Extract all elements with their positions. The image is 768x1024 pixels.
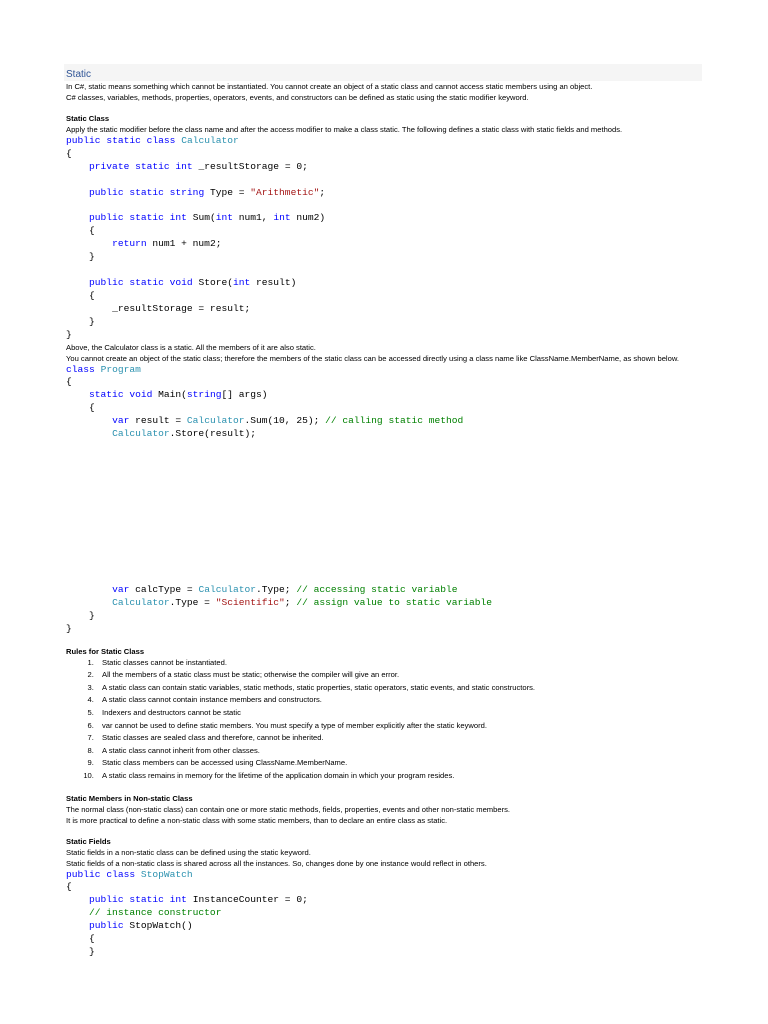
list-item: 8. A static class cannot inherit from other classes.: [96, 745, 702, 758]
blank-gap: [66, 441, 702, 584]
rules-heading: Rules for Static Class: [66, 646, 145, 656]
intro-line-2: C# classes, variables, methods, properties, operators, events, and constructors can be defined as static using the static modifier keyword.: [66, 93, 529, 102]
static-class-after-1: Above, the Calculator class is a static. All the members of it are also static.: [66, 342, 316, 352]
list-item: 1. Static classes cannot be instantiated.: [96, 657, 702, 670]
program-code-block: class Program { static void Main(string[] args) { var result = Calculator.Sum(10, 25); // calling static method Calculator.Store(result);: [66, 363, 464, 440]
calculator-code-block: public static class Calculator { private static int _resultStorage = 0; public static string Type = "Arithmetic"; public static int Sum(int num1, int num2) { return num1 + num2; } public static void Store(int result) { _resultStorage = result; } }: [66, 135, 326, 340]
list-item: 5. Indexers and destructors cannot be static: [96, 707, 702, 720]
static-members-heading: Static Members in Non-static Class: [66, 793, 193, 803]
static-fields-line-2: Static fields of a non-static class is shared across all the instances. So, changes done by one instance would reflect in others.: [66, 858, 487, 868]
static-class-desc: Apply the static modifier before the class name and after the access modifier to make a class static. The following defines a static class with static fields and methods.: [66, 125, 623, 134]
rules-list: [66, 657, 702, 783]
static-fields-heading: Static Fields: [66, 836, 111, 846]
list-item: 6. var cannot be used to define static members. You must specify a type of member explicitly after the static keyword.: [96, 720, 702, 733]
stopwatch-code-block: public class StopWatch { public static int InstanceCounter = 0; // instance constructor public StopWatch() { }: [66, 868, 308, 957]
list-item: 2. All the members of a static class must be static; otherwise the compiler will give an error.: [96, 669, 702, 682]
static-class-after-2: You cannot create an object of the static class; therefore the members of the static class can be accessed directly using a class name like ClassName.MemberName, as shown below.: [66, 353, 680, 363]
static-fields-line-1: Static fields in a non-static class can be defined using the static keyword.: [66, 847, 311, 857]
list-item: 3. A static class can contain static variables, static methods, static properties, static operators, static events, and static constructors.: [96, 682, 702, 695]
document-page: [66, 64, 702, 959]
page-title: Static: [66, 69, 92, 80]
intro-line-1: In C#, static means something which cannot be instantiated. You cannot create an object of a static class and cannot access static members using an object.: [66, 82, 593, 91]
list-item: 4. A static class cannot contain instance members and constructors.: [96, 694, 702, 707]
static-class-heading: Static Class: [66, 114, 110, 123]
list-item: 9. Static class members can be accessed using ClassName.MemberName.: [96, 757, 702, 770]
static-members-line-2: It is more practical to define a non-static class with some static members, than to declare an entire class as static.: [66, 815, 448, 825]
list-item: 10. A static class remains in memory for the lifetime of the application domain in which your program resides.: [96, 770, 702, 783]
title-bar: [64, 64, 702, 81]
list-item: 7. Static classes are sealed class and therefore, cannot be inherited.: [96, 732, 702, 745]
program-code-block-continued: var calcType = Calculator.Type; // accessing static variable Calculator.Type = "Scientific"; // assign value to static variable } }: [66, 583, 493, 634]
static-members-line-1: The normal class (non-static class) can contain one or more static methods, fields, properties, events and other non-static members.: [66, 804, 511, 814]
